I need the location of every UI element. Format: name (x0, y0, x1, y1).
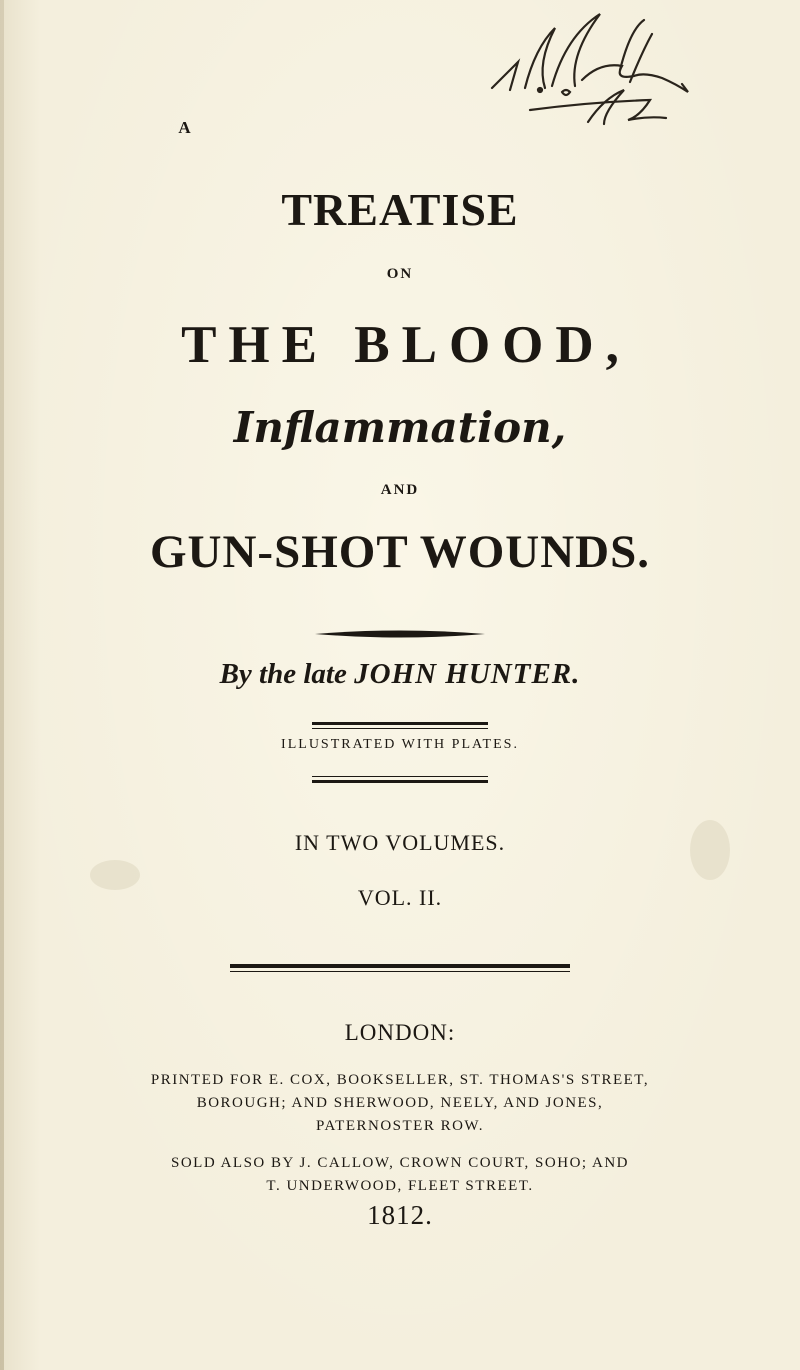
paper-stain (90, 860, 140, 890)
title-subject-inflammation: Inflammation, (233, 403, 567, 452)
imprint-line-2: BOROUGH; AND SHERWOOD, NEELY, AND JONES, (196, 1095, 604, 1111)
title-subject-blood: THE BLOOD, (181, 316, 631, 374)
imprint-year: 1812. (367, 1200, 433, 1230)
imprint-rule-thick (230, 964, 570, 968)
author-name: JOHN HUNTER. (354, 658, 581, 690)
illustrated-note: ILLUSTRATED WITH PLATES. (281, 737, 519, 752)
title-on: ON (386, 266, 414, 282)
imprint-line-3: PATERNOSTER ROW. (316, 1118, 484, 1134)
imprint-line-1: PRINTED FOR E. COX, BOOKSELLER, ST. THOMAS'S STREET, (150, 1072, 650, 1088)
author-prefix: By the late (219, 658, 347, 690)
title-article: A (178, 118, 192, 137)
paper-stain (690, 820, 730, 880)
volumes-note: IN TWO VOLUMES. (294, 830, 506, 855)
imprint-line-4: SOLD ALSO BY J. CALLOW, CROWN COURT, SOHO; AND (171, 1155, 629, 1171)
title-and: AND (380, 482, 420, 498)
volume-number: VOL. II. (357, 885, 443, 910)
title-subject-gunshot-wounds: GUN-SHOT WOUNDS. (149, 526, 651, 578)
double-rule-bottom-thin (312, 776, 488, 777)
imprint-rule-thin (230, 971, 570, 972)
double-rule-top-thin (312, 728, 488, 729)
title-main: TREATISE (281, 184, 519, 235)
imprint-city: LONDON: (344, 1020, 456, 1045)
ornamental-rule (315, 628, 485, 640)
imprint-line-5: T. UNDERWOOD, FLEET STREET. (266, 1178, 534, 1194)
author-line (0, 658, 800, 691)
double-rule-top (312, 722, 488, 725)
double-rule-bottom (312, 780, 488, 783)
